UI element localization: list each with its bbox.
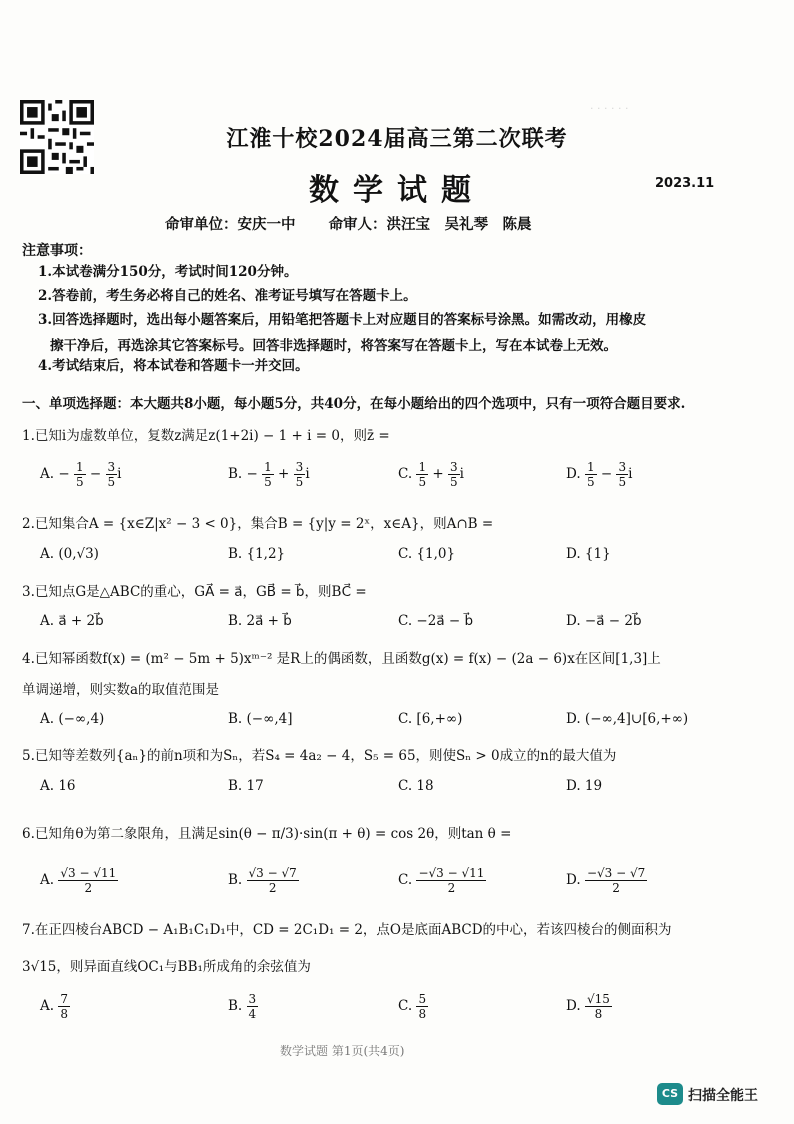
- note-item: 3.回答选择题时，选出每小题答案后，用铅笔把答题卡上对应题目的答案标号涂黑。如需改动，用橡皮: [38, 312, 647, 328]
- authors-label: 命审人：洪汪宝 吴礼琴 陈晨: [328, 216, 532, 233]
- q2-option-a: A. (0,√3): [40, 546, 99, 562]
- q5-option-a: A. 16: [40, 778, 76, 794]
- q3-option-c: C. −2a⃗ − b⃗: [398, 613, 474, 629]
- exam-date: 2023.11: [655, 176, 715, 191]
- question-7-stem: 7.在正四棱台ABCD − A₁B₁C₁D₁中，CD = 2C₁D₁ = 2，点O是底面ABCD的中心，若该四棱台的侧面积为: [22, 922, 672, 938]
- notes-title: 注意事项：: [22, 243, 92, 259]
- question-3-stem: 3.已知点G是△ABC的重心，GA⃗ = a⃗，GB⃗ = b⃗，则BC⃗ =: [22, 584, 367, 600]
- note-item: 2.答卷前，考生务必将自己的姓名、准考证号填写在答题卡上。: [38, 288, 417, 304]
- q7-option-b: B. $\frac{3}{4}$: [228, 992, 257, 1021]
- bleed-through-text: · · · · · ·: [590, 102, 629, 115]
- q2-option-c: C. {1,0}: [398, 546, 456, 562]
- q1-option-b: B. − $\frac{1}{5}$ + $\frac{3}{5}$ i: [228, 460, 310, 489]
- q4-option-a: A. (−∞,4): [40, 711, 105, 727]
- option-label: A. −: [40, 466, 70, 482]
- question-5-stem: 5.已知等差数列{aₙ}的前n项和为Sₙ，若S₄ = 4a₂ − 4，S₅ = 65，则使Sₙ > 0成立的n的最大值为: [22, 748, 617, 764]
- q5-option-c: C. 18: [398, 778, 434, 794]
- option-label: C.: [398, 998, 413, 1014]
- page-footer: 数学试题 第1页(共4页): [280, 1044, 405, 1058]
- q3-option-d: D. −a⃗ − 2b⃗: [566, 613, 642, 629]
- q5-option-d: D. 19: [566, 778, 603, 794]
- option-label: C.: [398, 872, 413, 888]
- authors-line: [165, 213, 560, 234]
- camscanner-logo-icon: CS: [657, 1083, 683, 1105]
- q4-option-b: B. (−∞,4]: [228, 711, 293, 727]
- option-label: B.: [228, 998, 243, 1014]
- question-2-stem: 2.已知集合A = {x∈Z|x² − 3 < 0}，集合B = {y|y = 2ˣ，x∈A}，则A∩B =: [22, 516, 494, 532]
- unit-label: 命审单位：安庆一中: [165, 216, 296, 233]
- option-label: C.: [398, 466, 413, 482]
- question-4-stem: 4.已知幂函数f(x) = (m² − 5m + 5)xᵐ⁻² 是R上的偶函数，且函数g(x) = f(x) − (2a − 6)x在区间[1,3]上: [22, 651, 661, 667]
- q5-option-b: B. 17: [228, 778, 264, 794]
- exam-title: 江淮十校2024届高三第二次联考: [226, 126, 568, 152]
- camscanner-brand-label: 扫描全能王: [688, 1088, 758, 1104]
- q4-option-d: D. (−∞,4]∪[6,+∞): [566, 711, 689, 727]
- q2-option-b: B. {1,2}: [228, 546, 286, 562]
- q1-option-d: D. $\frac{1}{5}$ − $\frac{3}{5}$ i: [566, 460, 633, 489]
- q6-option-c: C. $\frac{-√3 - √11}{2}$: [398, 866, 485, 895]
- question-6-stem: 6.已知角θ为第二象限角，且满足sin(θ − π/3)·sin(π + θ) = cos 2θ，则tan θ =: [22, 826, 512, 842]
- question-7-stem-cont: 3√15，则异面直线OC₁与BB₁所成角的余弦值为: [22, 959, 311, 975]
- option-label: D.: [566, 998, 581, 1014]
- q6-option-a: A. $\frac{√3 - √11}{2}$: [40, 866, 117, 895]
- q6-option-b: B. $\frac{√3 - √7}{2}$: [228, 866, 297, 895]
- q7-option-c: C. $\frac{5}{8}$: [398, 992, 427, 1021]
- q1-option-c: C. $\frac{1}{5}$ + $\frac{3}{5}$ i: [398, 460, 464, 489]
- q3-option-b: B. 2a⃗ + b⃗: [228, 613, 292, 629]
- note-item: 4.考试结束后，将本试卷和答题卡一并交回。: [38, 358, 309, 374]
- q7-option-a: A. $\frac{7}{8}$: [40, 992, 68, 1021]
- option-label: B. −: [228, 466, 258, 482]
- q3-option-a: A. a⃗ + 2b⃗: [40, 613, 104, 629]
- subject-title: 数学试题: [309, 173, 485, 208]
- q1-option-a: A. − $\frac{1}{5}$ − $\frac{3}{5}$ i: [40, 460, 122, 489]
- q7-option-d: D. $\frac{√15}{8}$: [566, 992, 610, 1021]
- option-label: D.: [566, 872, 581, 888]
- option-label: A.: [40, 998, 55, 1014]
- q4-option-c: C. [6,+∞): [398, 711, 463, 727]
- question-4-stem-cont: 单调递增，则实数a的取值范围是: [22, 682, 220, 698]
- q6-option-d: D. $\frac{-√3 - √7}{2}$: [566, 866, 646, 895]
- section-heading: 一、单项选择题：本大题共8小题，每小题5分，共40分，在每小题给出的四个选项中，只有一项符合题目要求.: [22, 396, 686, 412]
- note-item: 擦干净后，再选涂其它答案标号。回答非选择题时，将答案写在答题卡上，写在本试卷上无效。: [50, 338, 617, 354]
- q2-option-d: D. {1}: [566, 546, 611, 562]
- option-label: B.: [228, 872, 243, 888]
- option-label: A.: [40, 872, 55, 888]
- question-1-stem: 1.已知i为虚数单位，复数z满足z(1+2i) − 1 + i = 0，则z̄ =: [22, 428, 390, 444]
- option-label: D.: [566, 466, 581, 482]
- note-item: 1.本试卷满分150分，考试时间120分钟。: [38, 264, 298, 280]
